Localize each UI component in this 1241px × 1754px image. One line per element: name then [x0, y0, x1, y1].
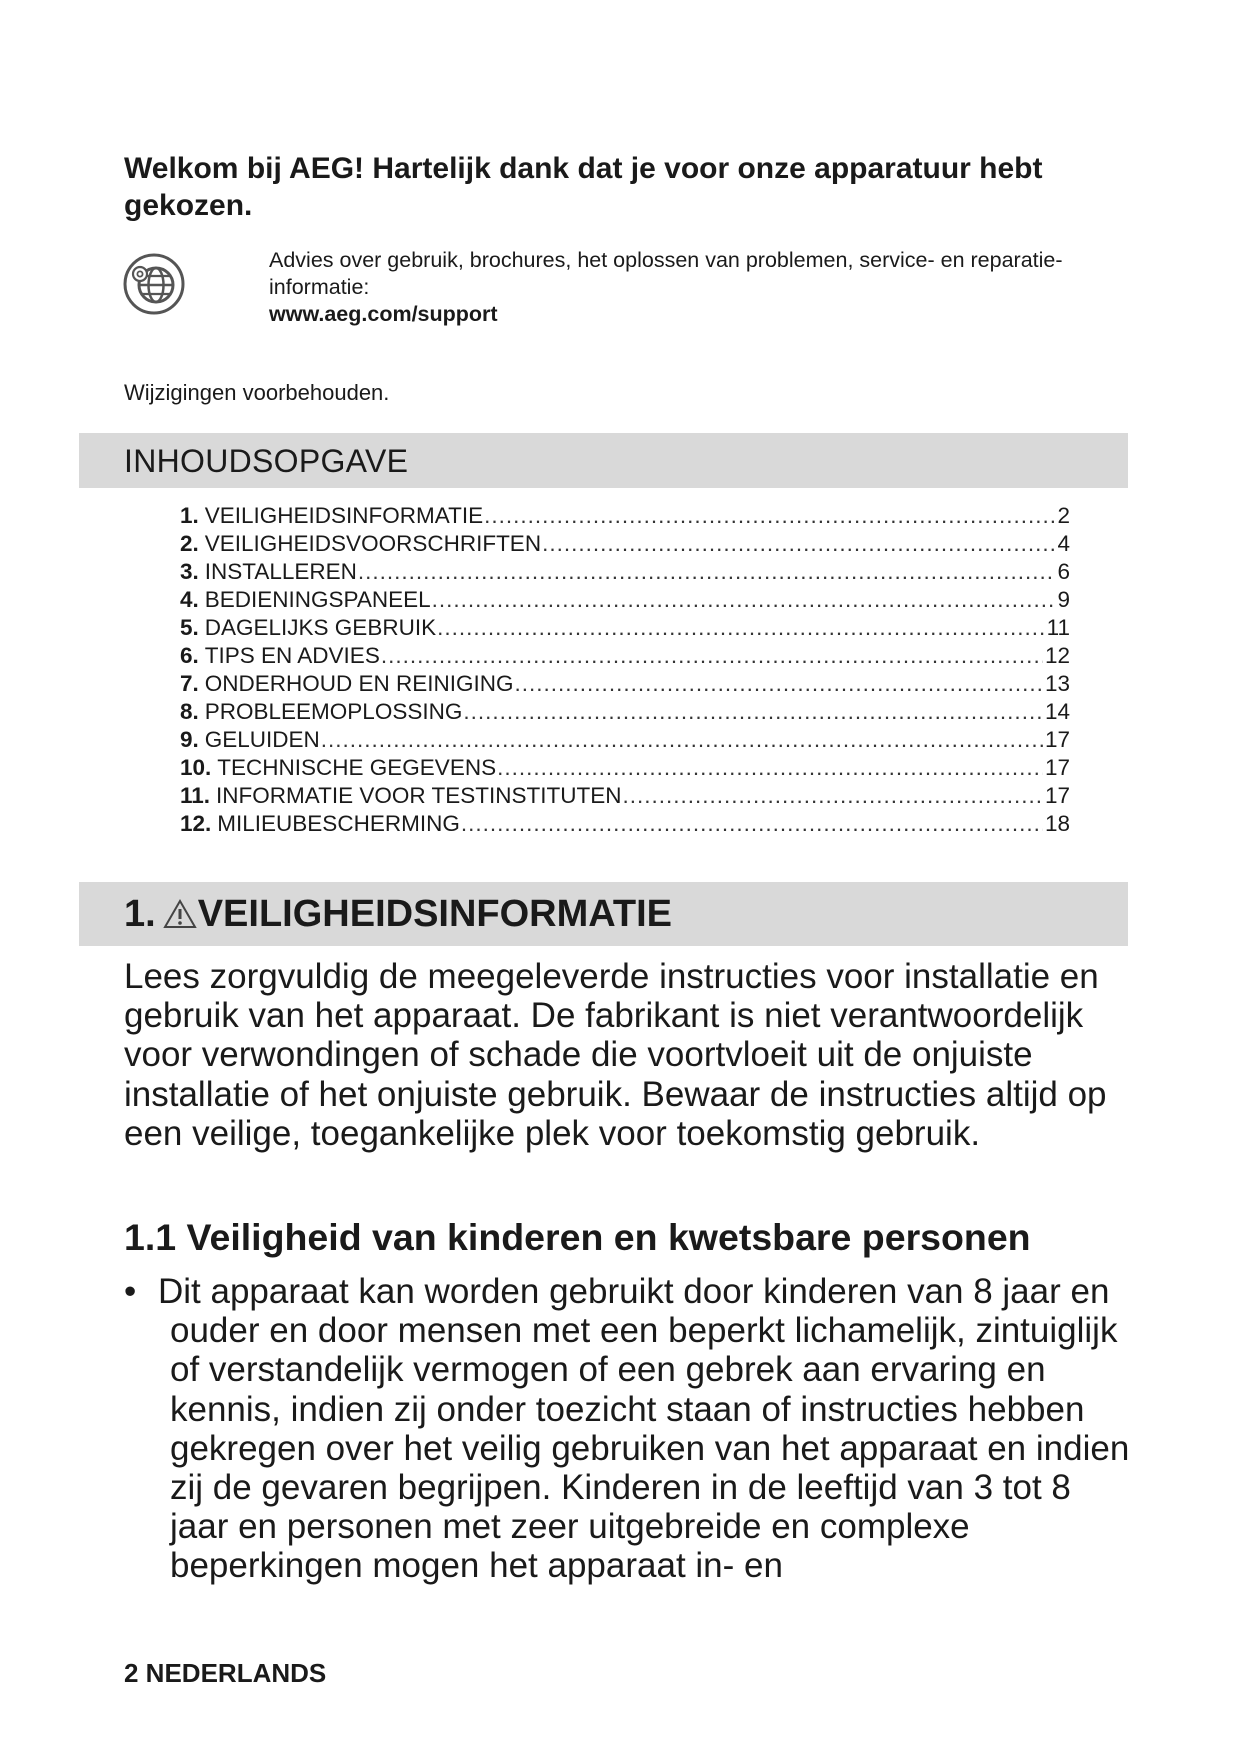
toc-dot-leader [358, 558, 1054, 586]
toc-item-label: GELUIDEN [204, 727, 320, 752]
toc-item-page: 14 [1044, 699, 1070, 724]
toc-item-number: 6. [180, 643, 199, 668]
toc-item-page: 2 [1057, 503, 1070, 528]
section-number: 1. [124, 893, 156, 935]
toc-item-page: 6 [1057, 559, 1070, 584]
toc-item-label: ONDERHOUD EN REINIGING [204, 671, 514, 696]
toc-item-page: 9 [1057, 587, 1070, 612]
support-link[interactable]: www.aeg.com/support [269, 302, 498, 326]
toc-dot-leader [463, 698, 1043, 726]
toc-item-number: 10. [180, 755, 212, 780]
toc-dot-leader [484, 502, 1054, 530]
toc-item-number: 9. [180, 727, 199, 752]
toc-dot-leader [542, 530, 1054, 558]
toc-item-label: INFORMATIE VOOR TESTINSTITUTEN [216, 783, 622, 808]
intro-paragraph: Lees zorgvuldig de meegeleverde instructies voor installatie en gebruik van het apparaat. De fabrikant is niet verantwoordelijk voor verwondingen of schade die voortvloeit uit de onjuiste installatie of het onjuiste gebruik. Bewaar de instructies altijd op een veilige, toegankelijke plek voor toekomstig gebruik. [124, 957, 1107, 1153]
toc-item-page: 13 [1044, 671, 1070, 696]
toc-item-label: INSTALLEREN [204, 559, 357, 584]
globe-web-icon [122, 252, 186, 316]
toc-item-number: 8. [180, 699, 199, 724]
support-description: Advies over gebruik, brochures, het oplossen van problemen, service- en reparatie-informatie: [269, 248, 1063, 299]
toc-dot-leader [381, 642, 1043, 670]
toc-dot-leader [437, 614, 1045, 642]
toc-dot-leader [497, 754, 1043, 782]
toc-item[interactable] [180, 782, 1070, 810]
welcome-heading: Welkom bij AEG! Hartelijk dank dat je voor onze apparatuur hebt gekozen. [124, 152, 1043, 222]
toc-item-page: 17 [1044, 783, 1070, 808]
toc-dot-leader [622, 782, 1042, 810]
toc-item[interactable] [180, 614, 1070, 642]
toc-item-number: 5. [180, 615, 199, 640]
toc-item-number: 1. [180, 503, 199, 528]
toc-item-number: 2. [180, 531, 199, 556]
toc-item[interactable] [180, 642, 1070, 670]
toc-item-page: 17 [1044, 727, 1070, 752]
toc-item-number: 3. [180, 559, 199, 584]
toc-item-page: 12 [1044, 643, 1070, 668]
section-label: VEILIGHEIDSINFORMATIE [197, 893, 673, 935]
toc-item[interactable] [180, 502, 1070, 530]
toc-item-label: VEILIGHEIDSVOORSCHRIFTEN [204, 531, 542, 556]
toc-item-label: VEILIGHEIDSINFORMATIE [204, 503, 484, 528]
toc-title: INHOUDSOPGAVE [124, 443, 409, 479]
toc-item[interactable] [180, 810, 1070, 838]
toc-item-label: MILIEUBESCHERMING [217, 811, 460, 836]
toc-item-page: 18 [1044, 811, 1070, 836]
toc-item-number: 12. [180, 811, 212, 836]
toc-dot-leader [432, 586, 1054, 614]
toc-item-label: DAGELIJKS GEBRUIK [204, 615, 437, 640]
toc-dot-leader [515, 670, 1043, 698]
toc-item[interactable] [180, 754, 1070, 782]
toc-header-band [79, 433, 1128, 488]
toc-dot-leader [321, 726, 1043, 754]
warning-triangle-icon [162, 898, 198, 930]
toc-item[interactable] [180, 586, 1070, 614]
toc-item-number: 11. [180, 783, 211, 808]
toc-item[interactable] [180, 670, 1070, 698]
toc-item-page: 17 [1044, 755, 1070, 780]
page-footer: 2 NEDERLANDS [124, 1658, 327, 1688]
toc-item-label: PROBLEEMOPLOSSING [204, 699, 463, 724]
toc-item-number: 4. [180, 587, 199, 612]
toc-item[interactable] [180, 698, 1070, 726]
toc-item[interactable] [180, 558, 1070, 586]
changes-note: Wijzigingen voorbehouden. [124, 380, 390, 405]
toc-item-label: TIPS EN ADVIES [204, 643, 380, 668]
toc-item[interactable] [180, 726, 1070, 754]
section-header-band [79, 882, 1128, 946]
toc-item-page: 11 [1046, 615, 1070, 640]
bullet-dot: • [124, 1272, 137, 1311]
bullet-item [124, 1272, 1134, 1586]
toc-item-label: BEDIENINGSPANEEL [204, 587, 431, 612]
toc-item-page: 4 [1057, 531, 1070, 556]
table-of-contents [180, 502, 1070, 838]
toc-item[interactable] [180, 530, 1070, 558]
section-title [124, 891, 672, 937]
toc-item-number: 7. [180, 671, 199, 696]
toc-item-label: TECHNISCHE GEGEVENS [217, 755, 497, 780]
support-info [269, 247, 1129, 328]
toc-dot-leader [461, 810, 1043, 838]
bullet-text: Dit apparaat kan worden gebruikt door kinderen van 8 jaar en ouder en door mensen met een beperkt lichamelijk, zintuiglijk of verstandelijk vermogen of een gebrek aan ervaring en kennis, indien zij onder toezicht staan of instructies hebben gekregen over het veilig gebruiken van het apparaat en indien zij de gevaren begrijpen. Kinderen in de leeftijd van 3 tot 8 jaar en personen met zeer uitgebreide en complexe beperkingen mogen het apparaat in- en [158, 1272, 1130, 1586]
subsection-title: 1.1 Veiligheid van kinderen en kwetsbare personen [124, 1216, 1031, 1258]
